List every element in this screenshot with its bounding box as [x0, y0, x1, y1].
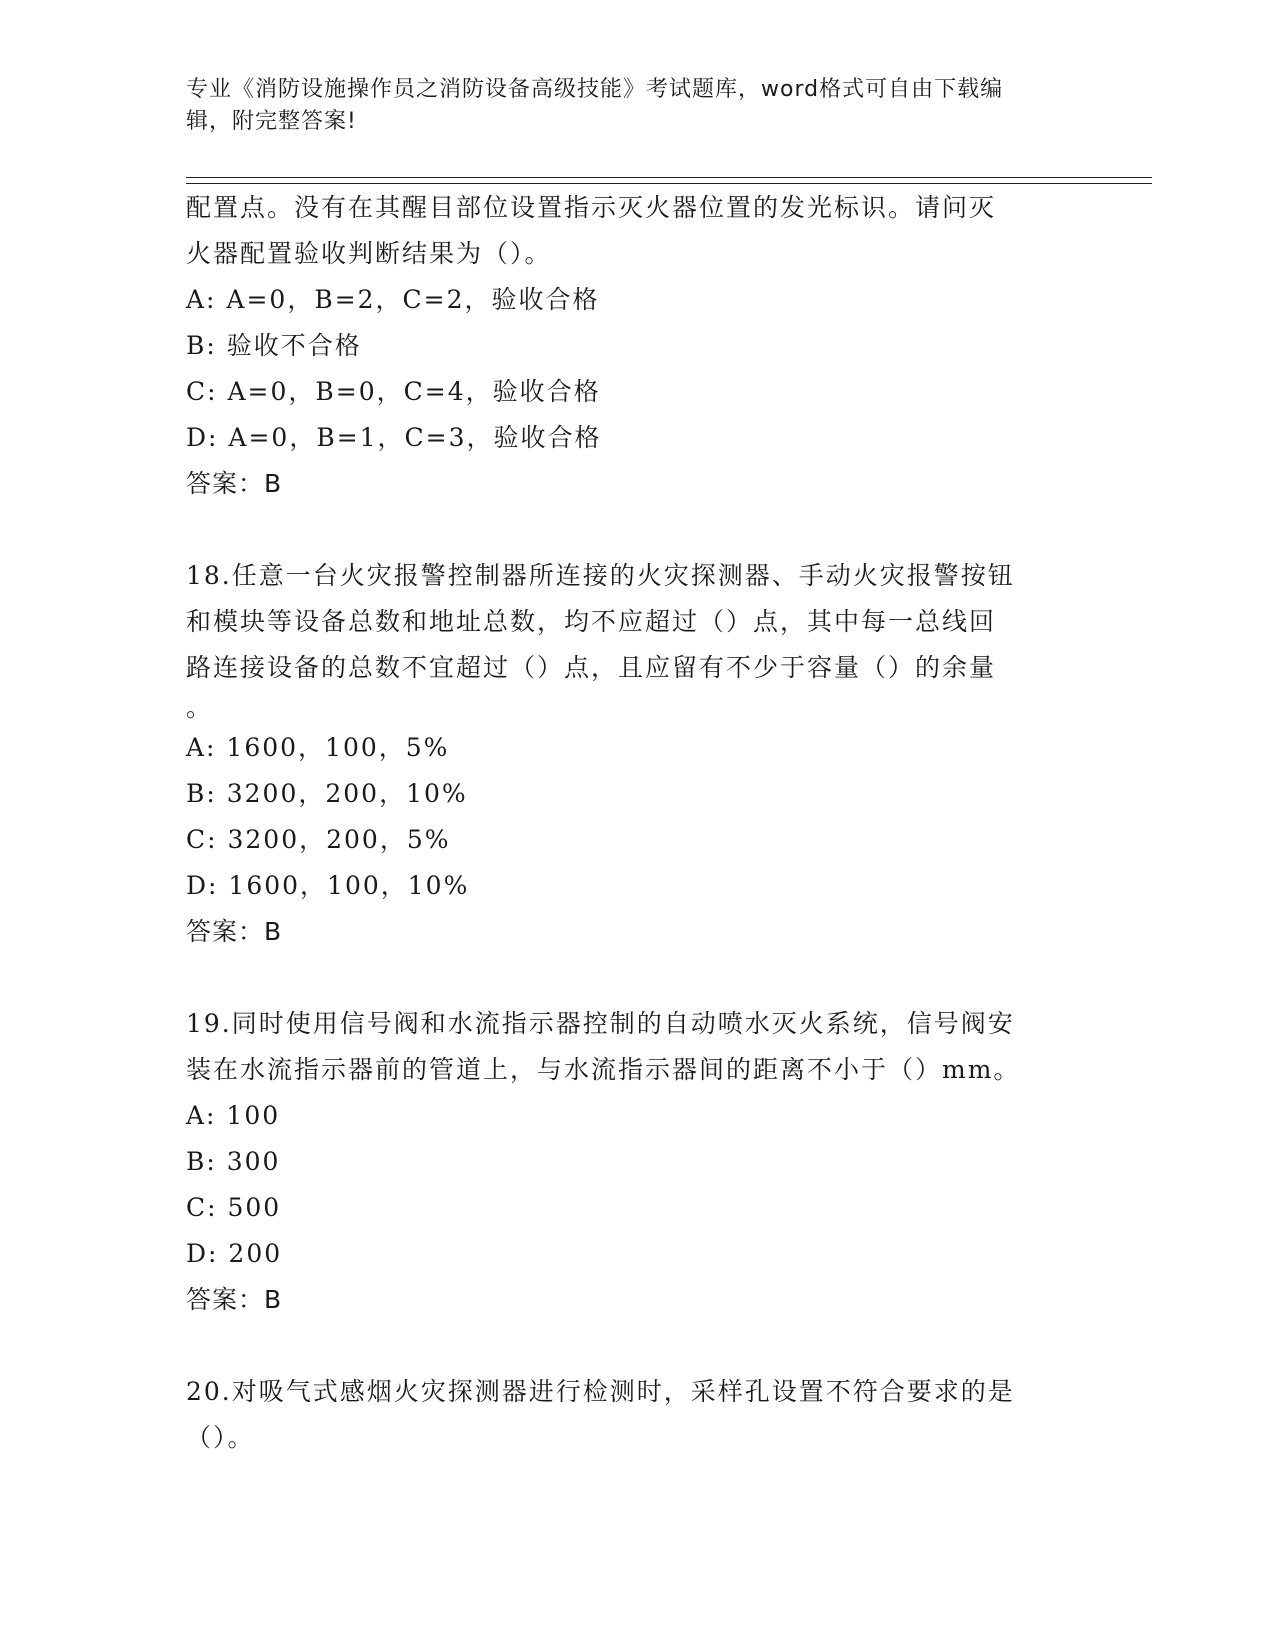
option-b: B: 3200，200，10% — [186, 779, 468, 808]
header-line-1: 专业《消防设施操作员之消防设备高级技能》考试题库，word格式可自由下载编 — [186, 77, 1004, 102]
question-spacer — [186, 955, 1076, 1001]
option-c: C: 500 — [186, 1193, 282, 1222]
question-17 — [186, 185, 1076, 507]
question-stem-line: 。 — [186, 693, 214, 722]
question-stem-line: 20.对吸气式感烟火灾探测器进行检测时，采样孔设置不符合要求的是 — [186, 1377, 1015, 1406]
document-body — [186, 185, 1076, 1461]
header-line-2: 辑，附完整答案! — [186, 109, 357, 134]
question-stem-line: 路连接设备的总数不宜超过（）点，且应留有不少于容量（）的余量 — [186, 653, 997, 682]
option-a: A: 100 — [186, 1101, 281, 1130]
question-stem-line: 和模块等设备总数和地址总数，均不应超过（）点，其中每一总线回 — [186, 607, 997, 636]
option-a: A: 1600，100，5% — [186, 733, 450, 762]
question-stem-line: 火器配置验收判断结果为（）。 — [186, 239, 552, 268]
answer-text: 答案：B — [186, 917, 283, 946]
question-20 — [186, 1369, 1076, 1461]
option-b: B: 验收不合格 — [186, 331, 362, 360]
option-d: D: 1600，100，10% — [186, 871, 470, 900]
header-divider-top — [186, 177, 1152, 178]
option-b: B: 300 — [186, 1147, 281, 1176]
question-stem-line: 18.任意一台火灾报警控制器所连接的火灾探测器、手动火灾报警按钮 — [186, 561, 1015, 590]
question-stem-line: 19.同时使用信号阀和水流指示器控制的自动喷水灭火系统，信号阀安 — [186, 1009, 1015, 1038]
question-19 — [186, 1001, 1076, 1323]
option-c: C: 3200，200，5% — [186, 825, 451, 854]
question-stem-line: 装在水流指示器前的管道上，与水流指示器间的距离不小于（）mm。 — [186, 1055, 1021, 1084]
question-spacer — [186, 1323, 1076, 1369]
option-d: D: A=0，B=1，C=3，验收合格 — [186, 423, 602, 452]
page-header — [186, 74, 1066, 138]
header-divider-bottom — [186, 183, 1152, 184]
answer-text: 答案：B — [186, 1285, 283, 1314]
option-c: C: A=0，B=0，C=4，验收合格 — [186, 377, 601, 406]
option-a: A: A=0，B=2，C=2，验收合格 — [186, 285, 600, 314]
question-18 — [186, 553, 1076, 955]
answer-text: 答案：B — [186, 469, 283, 498]
question-stem-line: （）。 — [186, 1423, 255, 1452]
question-stem-line: 配置点。没有在其醒目部位设置指示灭火器位置的发光标识。请问灭 — [186, 193, 997, 222]
question-spacer — [186, 507, 1076, 553]
option-d: D: 200 — [186, 1239, 283, 1268]
